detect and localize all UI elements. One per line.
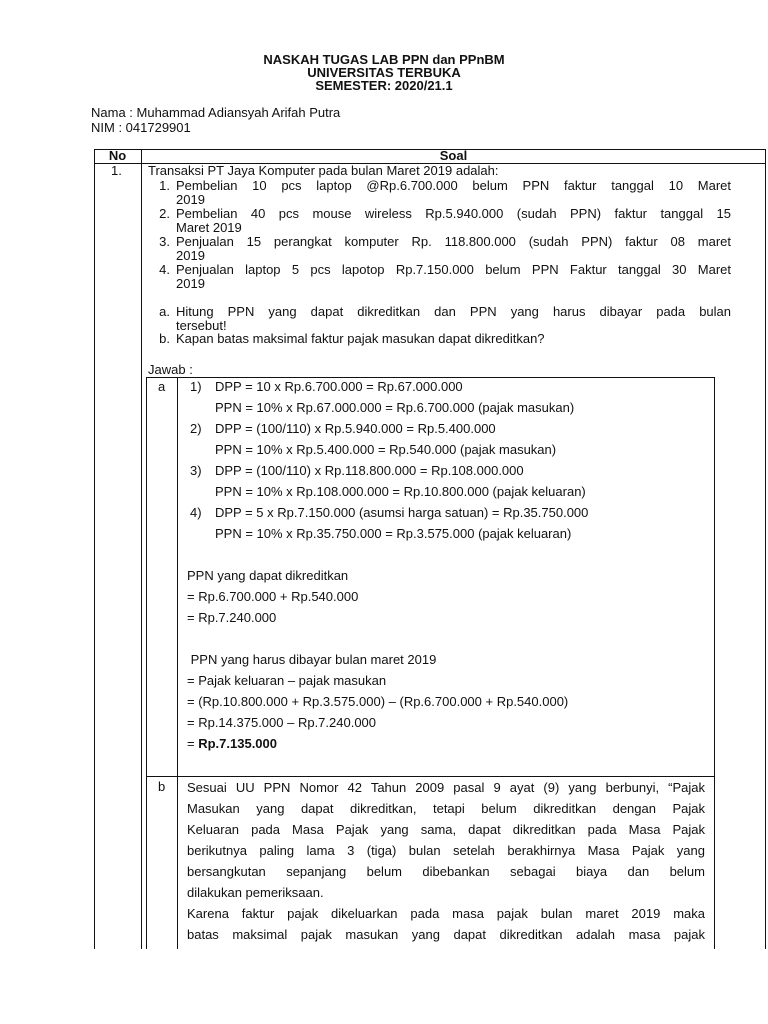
bayar-subtotal: = Rp.14.375.000 – Rp.7.240.000 [187,715,377,730]
list-item-text: Pembelian 40 pcs mouse wireless Rp.5.940.000 (sudah PPN) faktur tanggal 15 Maret 2019 [176,206,731,235]
bayar-heading: PPN yang harus dibayar bulan maret 2019 [187,652,437,667]
bayar-result-value: Rp.7.135.000 [198,736,277,751]
table-border-left [94,149,95,949]
list-item-text: Penjualan 15 perangkat komputer Rp. 118.800.000 (sudah PPN) faktur 08 maret 2019 [176,234,731,263]
list-item-text: Hitung PPN yang dapat dikreditkan dan PPN yang harus dibayar pada bulan tersebut! [176,304,731,333]
list-item-number: 3. [159,234,170,249]
answer-table-column-divider [177,377,178,949]
answer-b-label: b [158,779,166,794]
calc-ppn: PPN = 10% x Rp.35.750.000 = Rp.3.575.000 (pajak keluaran) [215,526,572,541]
document-title: NASKAH TUGAS LAB PPN dan PPnBM [263,52,505,67]
calc-ppn: PPN = 10% x Rp.67.000.000 = Rp.6.700.000 (pajak masukan) [215,400,575,415]
calc-dpp: DPP = (100/110) x Rp.5.940.000 = Rp.5.400.000 [215,421,496,436]
student-name: Nama : Muhammad Adiansyah Arifah Putra [91,105,341,120]
row-number: 1. [111,163,122,178]
list-item-text: Penjualan laptop 5 pcs lapotop Rp.7.150.000 belum PPN Faktur tanggal 30 Maret 2019 [176,262,731,291]
question-intro: Transaksi PT Jaya Komputer pada bulan Maret 2019 adalah: [148,163,499,178]
semester-label: SEMESTER: 2020/21.1 [315,78,453,93]
university-name: UNIVERSITAS TERBUKA [307,65,461,80]
calc-dpp: DPP = 5 x Rp.7.150.000 (asumsi harga satuan) = Rp.35.750.000 [215,505,589,520]
kredit-total: = Rp.7.240.000 [187,610,277,625]
student-nim: NIM : 041729901 [91,120,191,135]
answer-table-border-right [714,377,715,949]
kredit-formula: = Rp.6.700.000 + Rp.540.000 [187,589,359,604]
bayar-expansion: = (Rp.10.800.000 + Rp.3.575.000) – (Rp.6.700.000 + Rp.540.000) [187,694,569,709]
column-header-no: No [108,148,127,163]
calc-number: 4) [190,505,202,520]
answer-a-label: a [158,379,166,394]
list-item-text: Pembelian 10 pcs laptop @Rp.6.700.000 belum PPN faktur tanggal 10 Maret 2019 [176,178,731,207]
calc-number: 3) [190,463,202,478]
calc-dpp: DPP = 10 x Rp.6.700.000 = Rp.67.000.000 [215,379,463,394]
list-item-number: 4. [159,262,170,277]
bayar-formula: = Pajak keluaran – pajak masukan [187,673,387,688]
kredit-heading: PPN yang dapat dikreditkan [187,568,349,583]
answer-b-text: Sesuai UU PPN Nomor 42 Tahun 2009 pasal 9 ayat (9) yang berbunyi, “Pajak Masukan yang dapat dikreditkan, tetapi belum dikreditkan dengan Pajak Keluaran pada Masa Pajak yang sama, dapat dikreditkan pada Masa Pajak berikutnya paling lama 3 (tiga) bulan setelah berakhirnya Masa Pajak yang bersangkutan sepanjang belum dibebankan sebagai biaya dan belum dilakukan pemeriksaan. Karena faktur pajak dikeluarkan pada masa pajak bulan maret 2019 maka batas maksimal pajak masukan yang dapat dikreditkan adalah masa pajak [187,780,705,942]
list-item-number: b. [159,331,170,346]
column-header-soal: Soal [439,148,468,163]
table-column-divider [141,149,142,949]
calc-number: 2) [190,421,202,436]
calc-ppn: PPN = 10% x Rp.108.000.000 = Rp.10.800.000 (pajak keluaran) [215,484,586,499]
answer-table [146,377,715,949]
list-item-number: a. [159,304,170,319]
calc-ppn: PPN = 10% x Rp.5.400.000 = Rp.540.000 (pajak masukan) [215,442,557,457]
answer-table-border-left [146,377,147,949]
question-table [94,149,766,949]
list-item-number: 2. [159,206,170,221]
calc-dpp: DPP = (100/110) x Rp.118.800.000 = Rp.108.000.000 [215,463,524,478]
list-item-text: Kapan batas maksimal faktur pajak masukan dapat dikreditkan? [176,331,545,346]
table-border-right [765,149,766,949]
bayar-result: = Rp.7.135.000 [187,736,277,751]
list-item-number: 1. [159,178,170,193]
calc-number: 1) [190,379,202,394]
answer-label: Jawab : [148,362,193,377]
